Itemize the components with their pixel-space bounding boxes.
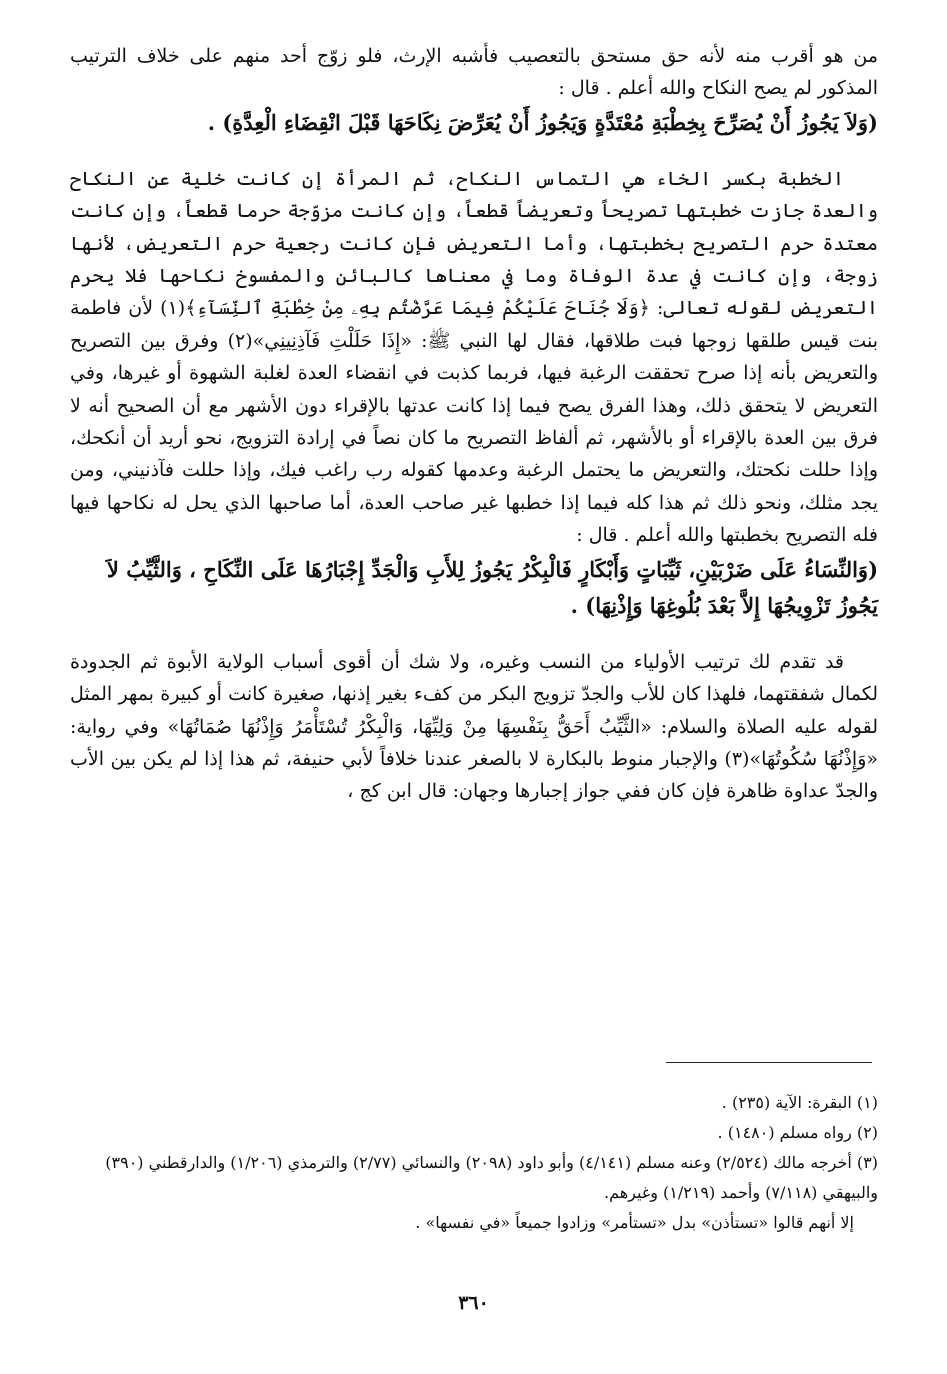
footnote-3: (٣) أخرجه مالك (٢/٥٢٤) وعنه مسلم (٤/١٤١) وأبو داود (٢٠٩٨) والنسائي (٢/٧٧) والترمذي (١/٢٠٦) والدارقطني (٣٩٠) والبيهقي (٧/١١٨) وأحمد (١/٢١٩) وغيرهم. (105, 1153, 878, 1202)
footnote-divider (666, 1062, 872, 1063)
footnote-3-continuation: إلا أنهم قالوا «تستأذن» بدل «تستأمر» وزادوا جميعاً «في نفسها» . (415, 1213, 854, 1232)
matn-text-1: (وَلاَ يَجُوزُ أَنْ يُصَرِّحَ بِخِطْبَةِ مُعْتَدَّةٍ وَيَجُوزُ أَنْ يُعَرِّضَ نِكَاحَهَا قَبْلَ انْقِضَاءِ الْعِدَّةِ) . (207, 109, 878, 135)
footnote-2: (٢) رواه مسلم (١٤٨٠) . (717, 1123, 878, 1142)
footnotes (70, 1088, 878, 1238)
commentary-paragraph-1: الخطبة بكسر الخاء هي التماس النكاح، ثم المرأة إن كانت خلية عن النكاح والعدة جازت خطبتها تصريحاً وتعريضاً قطعاً، وإن كانت مزوّجة حرما قطعاً، وإن كانت معتدة حرم التصريح بخطبتها، وأما التعريض فإن كانت رجعية حرم التعريض، لأنها زوجة، وإن كانت في عدة الوفاة وما في معناها كالبائن والمفسوخ نكاحها فلا يحرم التعريض لقوله تعالى: ﴿وَلَا جُنَاحَ عَلَيْكُمْ فِيمَا عَرَّضْتُم بِهِۦ مِنْ خِطْبَةِ ٱلنِّسَآءِ﴾(١) لأن فاطمة بنت قيس طلقها زوجها فبت طلاقها، فقال لها النبي ﷺ: «إِذَا حَلَلْتِ فَآذِنِينِي»(٢) وفرق بين التصريح والتعريض بأنه إذا صرح تحققت الرغبة فيها، فربما كذبت في انقضاء العدة لغلبة الشهوة أو غيرها، وفي التعريض لا يتحقق ذلك، وهذا الفرق يصح فيما إذا كانت عدتها بالإقراء دون الأشهر مع أن الصحيح أنه لا فرق بين العدة بالإقراء أو بالأشهر، ثم ألفاظ التصريح ما كان نصاً في إرادة التزويج، نحو أريد أن أنكحك، وإذا حللت نكحتك، والتعريض ما يحتمل الرغبة وعدمها كقوله رب راغب فيك، وإذا حللت فآذنيني، ومن يجد مثلك، ونحو ذلك ثم هذا كله فيما إذا خطبها غير صاحب العدة، أما صاحبها الذي يحل له نكاحها فيها فله التصريح بخطبتها والله أعلم . قال : (70, 167, 878, 547)
footnote-1: (١) البقرة: الآية (٢٣٥) . (721, 1093, 878, 1112)
page-body (70, 40, 878, 808)
intro-paragraph: من هو أقرب منه لأنه حق مستحق بالتعصيب فأشبه الإرث، فلو زوّج أحد منهم على خلاف الترتيب المذكور لم يصح النكاح والله أعلم . قال : (70, 45, 878, 100)
matn-text-2: (وَالنِّسَاءُ عَلَى ضَرْبَيْنِ، ثَيِّبَاتٍ وَأَبْكَارٍ فَالْبِكْرُ يَجُوزُ لِلأَبِ وَالْجَدِّ إِجْبَارُهَا عَلَى النِّكَاحِ ، وَالثَّيِّبُ لاَ يَجُوزُ تَزْوِيجُهَا إِلاَّ بَعْدَ بُلُوغِهَا وَإِذْنِهَا) . (106, 556, 878, 618)
page-number: ٣٦٠ (458, 1292, 489, 1314)
commentary-paragraph-2: قد تقدم لك ترتيب الأولياء من النسب وغيره، ولا شك أن أقوى أسباب الولاية الأبوة ثم الجدودة لكمال شفقتهما، فلهذا كان للأب والجدّ تزويج البكر من كفء بغير إذنها، صغيرة كانت أو كبيرة بمهر المثل لقوله عليه الصلاة والسلام: «الثَّيِّبُ أَحَقُّ بِنَفْسِهَا مِنْ وَلِيِّهَا، وَالْبِكْرُ تُسْتَأْمَرُ وَإِذْنُهَا صُمَاتُهَا» وفي رواية: «وَإِذْنُهَا سُكُوتُهَا»(٣) والإجبار منوط بالبكارة لا بالصغر عندنا خلافاً لأبي حنيفة، ثم هذا إذا لم يكن بين الأب والجدّ عداوة ظاهرة فإن كان ففي جواز إجبارها وجهان: قال ابن كج ، (70, 650, 879, 803)
